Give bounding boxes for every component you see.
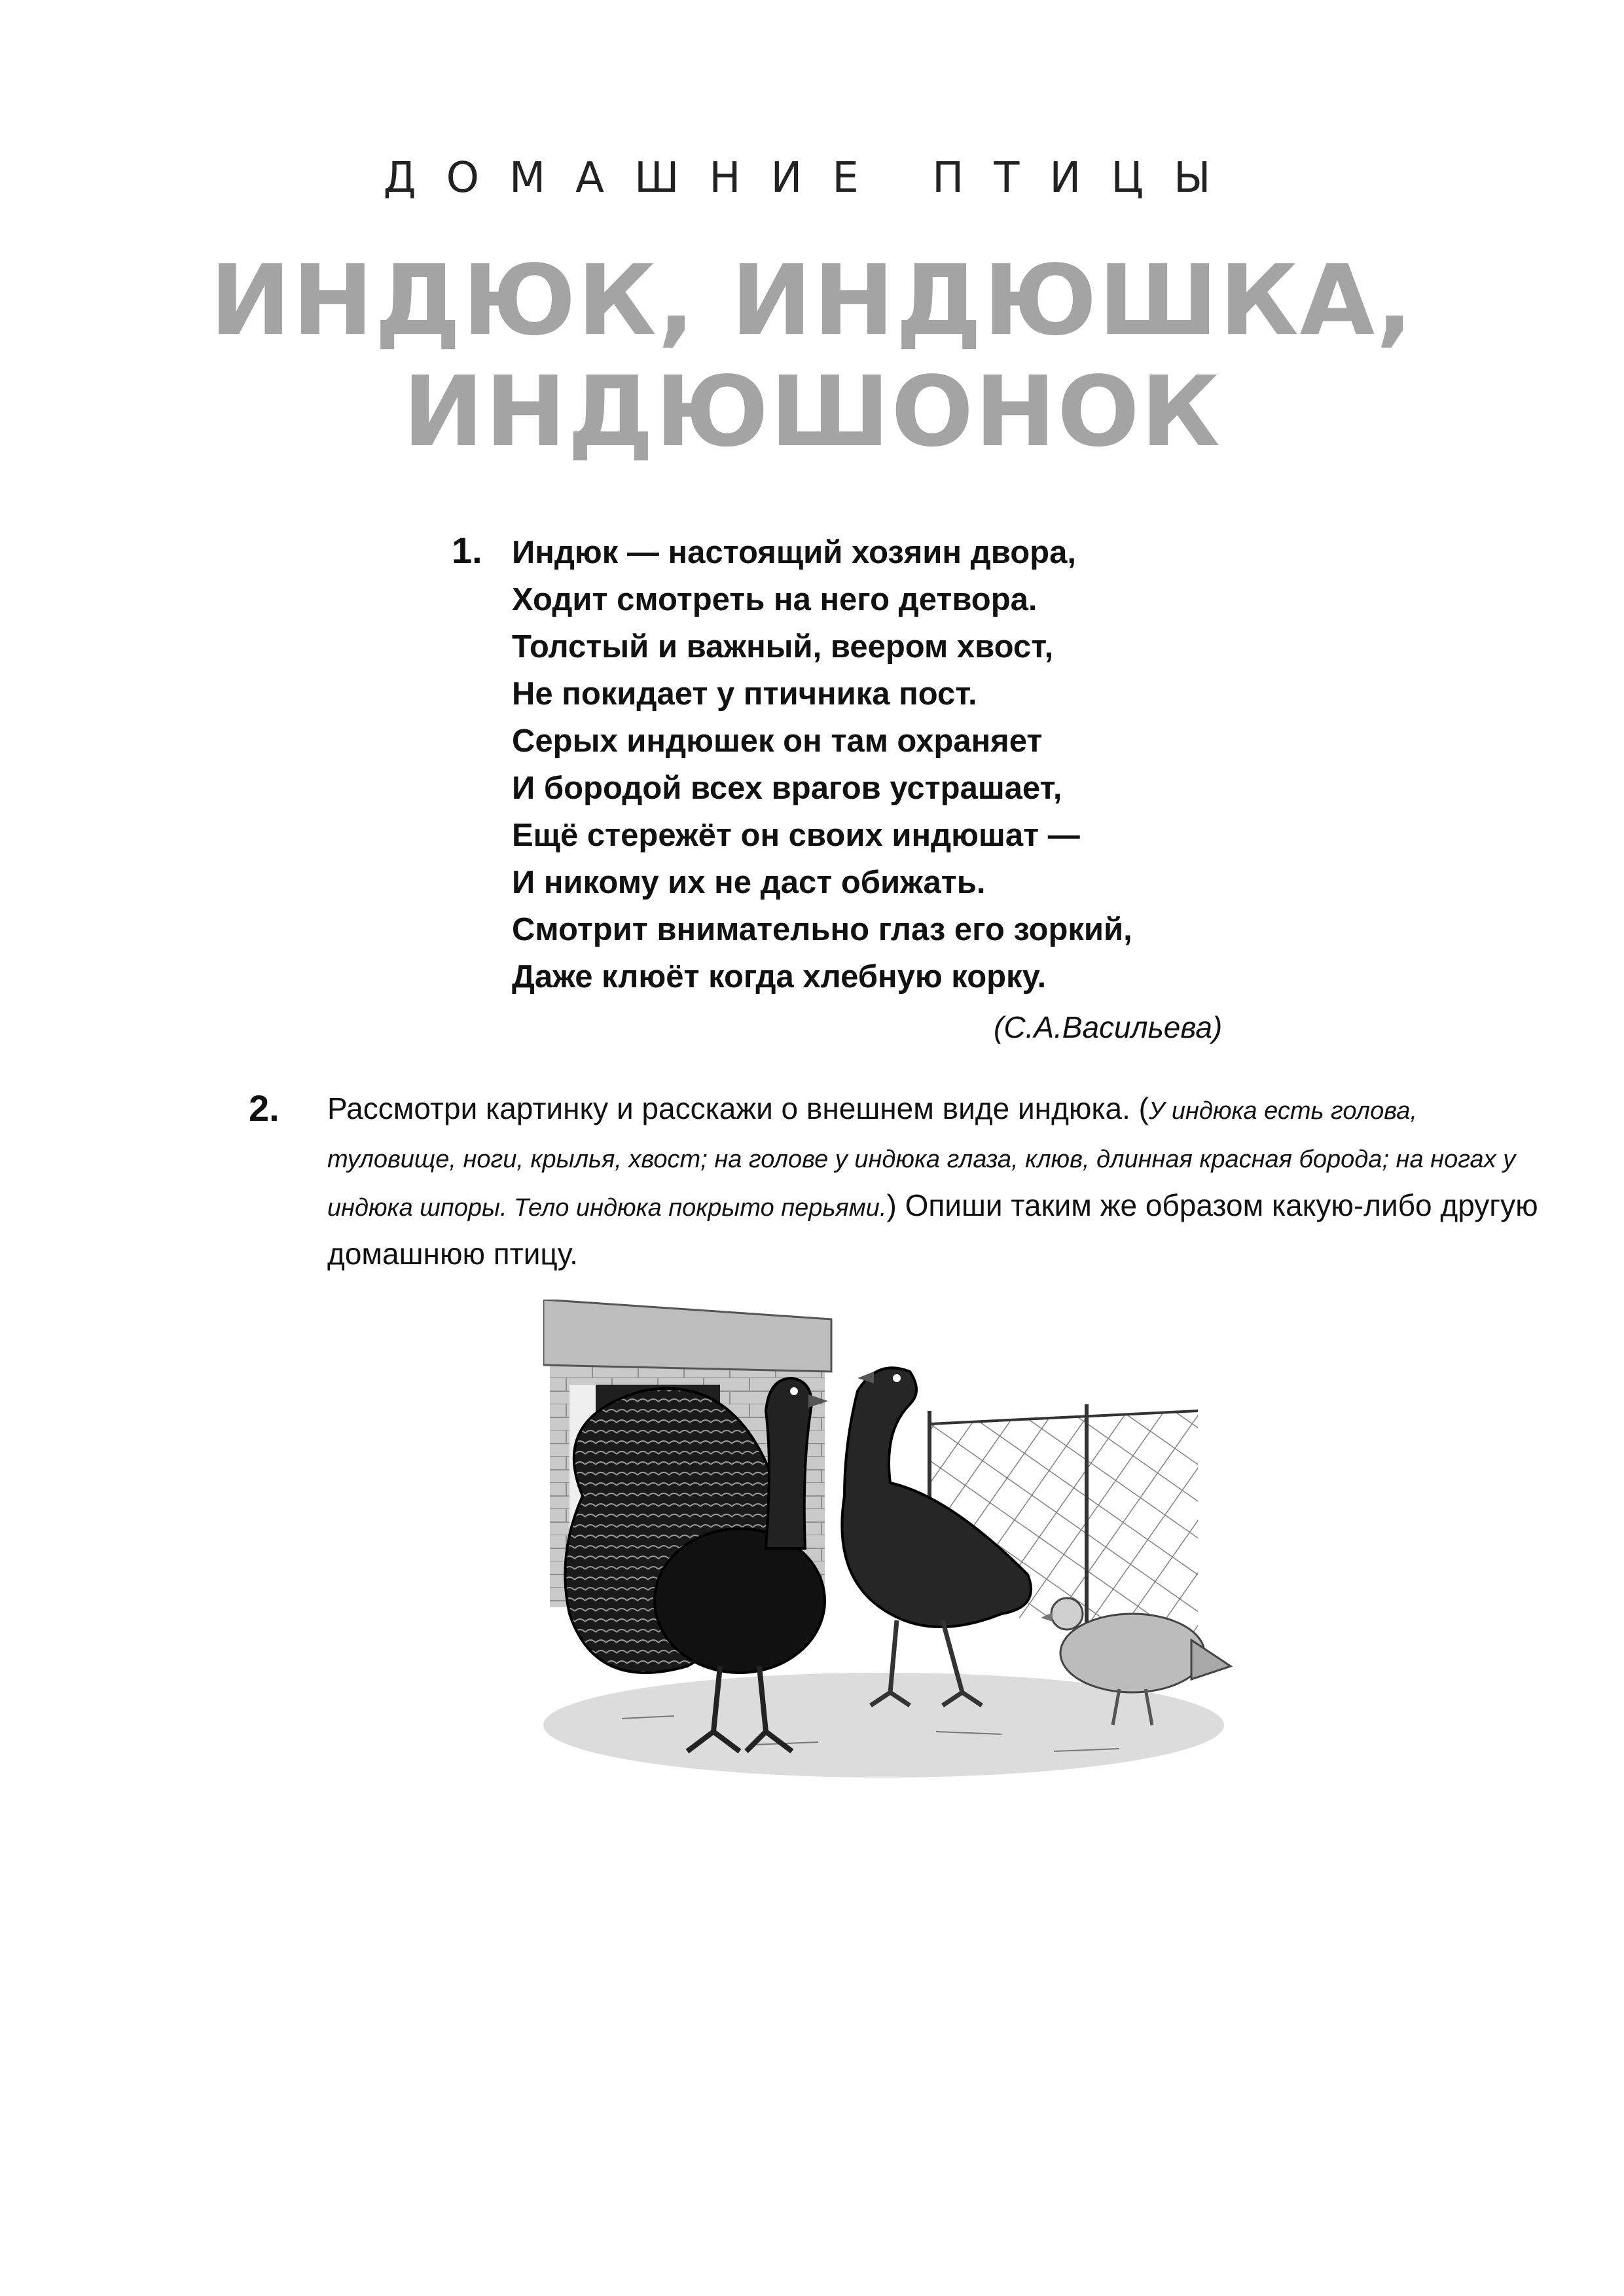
exercise-2-text-end: ) Опиши таким же образом какую-либо другую домашнюю птицу. <box>327 1188 1538 1271</box>
exercise-2-text <box>327 1085 1545 1277</box>
poem-line: Ещё стережёт он своих индюшат — <box>512 818 1080 853</box>
poem-line: Даже клюёт когда хлебную корку. <box>512 959 1047 994</box>
exercise-2-text-italic: У индюка есть голова, туловище, ноги, крылья, хвост; на голове у индюка глаза, клюв, длинная красная борода; на ногах у индюка шпоры. Тело индюка покрыто перьями. <box>327 1097 1516 1222</box>
poem-line: Не покидает у птичника пост. <box>512 676 977 712</box>
poem-line: Серых индюшек он там охраняет <box>512 723 1043 759</box>
poem-line: И бородой всех врагов устрашает, <box>512 771 1062 806</box>
exercise-2-text-start: Рассмотри картинку и расскажи о внешнем виде индюка. ( <box>327 1091 1149 1125</box>
poem-line: Ходит смотреть на него детвора. <box>512 582 1038 617</box>
page-title-line-2: ИНДЮШОНОК <box>403 355 1221 468</box>
poem-line: Смотрит внимательно глаз его зоркий, <box>512 912 1132 947</box>
poem-line: Толстый и важный, веером хвост, <box>512 629 1054 665</box>
poem-line: Индюк — настоящий хозяин двора, <box>512 535 1076 570</box>
poem-line: И никому их не даст обижать. <box>512 865 986 900</box>
section-label: ДОМАШНИЕ ПТИЦЫ <box>383 154 1241 202</box>
page-title-line-1: ИНДЮК, ИНДЮШКА, <box>209 244 1415 357</box>
turkeys-illustration <box>543 1300 1237 1797</box>
exercise-1-number: 1. <box>452 530 482 571</box>
exercise-2-number: 2. <box>249 1087 280 1129</box>
poem-author: (С.А.Васильева) <box>994 1010 1223 1044</box>
poem <box>512 529 1337 1000</box>
